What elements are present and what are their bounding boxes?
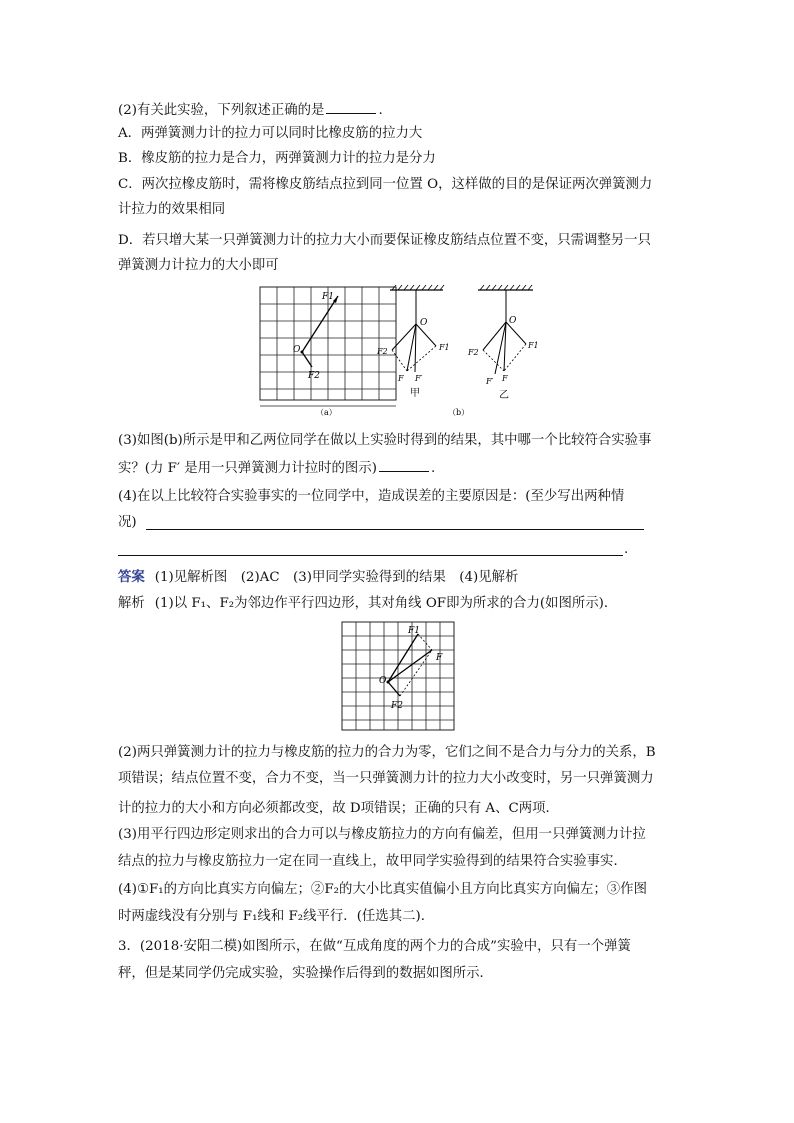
answer-blank [326, 101, 376, 114]
answer-label: 答案 [118, 569, 145, 585]
grid-a [260, 287, 396, 406]
label-jia: 甲 [410, 388, 420, 399]
analysis-p4-line1: (4)①F₁的方向比真实方向偏左；②F₂的大小比真实值偏小且方向比真实方向偏左；③作图 [118, 882, 647, 897]
label-f1-yi: F1 [528, 341, 539, 350]
analysis-p3-line1: (3)用平行四边形定则求出的合力可以与橡皮筋拉力的方向有偏差，但用一只弹簧测力计拉 [118, 827, 646, 842]
q3-line2-end: . [430, 461, 436, 476]
q3-line2-text: 实？(力 F′ 是用一只弹簧测力计拉时的图示) [118, 461, 377, 476]
q3-line2 [118, 459, 435, 477]
option-c-line1: C．两次拉橡皮筋时，需将橡皮筋结点拉到同一位置 O，这样做的目的是保证两次弹簧测力 [118, 177, 653, 192]
q2-stem [118, 101, 383, 119]
analysis-label: 解析 [118, 596, 145, 611]
vector-f2 [302, 352, 312, 367]
answer-line-2 [118, 555, 623, 556]
q4-line3-end: . [624, 542, 629, 557]
vector-f-2 [388, 650, 432, 682]
answer-row [118, 569, 518, 586]
vector-f1-2 [388, 634, 418, 682]
label-f2-fig2: F2 [391, 701, 403, 711]
option-c-line2: 计拉力的效果相同 [118, 202, 226, 217]
label-f1: F1 [322, 292, 334, 302]
question-3-line2: 秤，但是某同学仍完成实验，实验操作后得到的数据如图所示． [118, 966, 493, 981]
label-o-yi: O [509, 316, 517, 326]
label-o-fig2: O [379, 676, 387, 686]
figure-2 [336, 618, 460, 736]
label-f1-fig2: F1 [408, 626, 420, 636]
label-f2: F2 [308, 371, 320, 381]
option-d-line1: D．若只增大某一只弹簧测力计的拉力大小而要保证橡皮筋结点位置不变，只需调整另一只 [118, 233, 651, 248]
label-f-yi: F [502, 374, 508, 383]
diagram-jia [376, 285, 450, 399]
analysis-p2-line3: 计的拉力的大小和方向必须都改变，故 D项错误；正确的只有 A、C两项． [118, 801, 559, 816]
label-f-jia: F [398, 374, 404, 383]
q2-stem-end: . [378, 103, 383, 118]
q4-line2: 况) [118, 515, 137, 530]
figure-1 [250, 282, 560, 422]
q4-line1: (4)在以上比较符合实验事实的一位同学中，造成误差的主要原因是：(至少写出两种情 [118, 489, 625, 504]
label-fprime-yi: F′ [486, 377, 494, 386]
analysis-p1-text: (1)以 F₁、F₂为邻边作平行四边形，其对角线 OF即为所求的合力(如图所示)． [154, 596, 618, 611]
question-3-line1: 3．(2018·安阳二模)如图所示，在做“互成角度的两个力的合成”实验中，只有一个弹簧 [118, 939, 631, 954]
label-o-jia: O [420, 318, 428, 328]
diagram-yi [467, 285, 539, 401]
analysis-p3-line2: 结点的拉力与橡皮筋拉力一定在同一直线上，故甲同学实验得到的结果符合实验事实． [118, 854, 627, 869]
label-yi: 乙 [499, 390, 509, 401]
label-o: O [293, 345, 301, 355]
option-b: B．橡皮筋的拉力是合力，两弹簧测力计的拉力是分力 [118, 151, 436, 166]
caption-a: （a） [316, 408, 337, 417]
caption-b: （b） [448, 408, 470, 417]
answer-blank-q3 [379, 459, 429, 472]
analysis-p2-line1: (2)两只弹簧测力计的拉力与橡皮筋的拉力的合力为零，它们之间不是合力与分力的关系，B [118, 745, 656, 760]
analysis-p1 [118, 596, 617, 612]
answer-text: (1)见解析图 (2)AC (3)甲同学实验得到的结果 (4)见解析 [154, 570, 519, 585]
answer-line-1 [146, 529, 644, 530]
label-f1-jia: F1 [439, 343, 450, 352]
label-f2-jia: F2 [377, 347, 388, 356]
q3-line1: (3)如图(b)所示是甲和乙两位同学在做以上实验时得到的结果，其中哪一个比较符合实验事 [118, 433, 652, 448]
label-f2-yi: F2 [468, 348, 479, 357]
option-a: A．两弹簧测力计的拉力可以同时比橡皮筋的拉力大 [118, 126, 423, 141]
analysis-p2-line2: 项错误；结点位置不变，合力不变，当一只弹簧测力计的拉力大小改变时，另一只弹簧测力 [118, 771, 654, 786]
label-fprime-jia: F′ [415, 374, 423, 383]
option-d-line2: 弹簧测力计拉力的大小即可 [118, 258, 279, 273]
q2-stem-text: (2)有关此实验，下列叙述正确的是 [118, 103, 325, 118]
label-f-fig2: F [436, 653, 443, 663]
analysis-p4-line2: 时两虚线没有分别与 F₁线和 F₂线平行．(任选其二)． [118, 909, 435, 924]
